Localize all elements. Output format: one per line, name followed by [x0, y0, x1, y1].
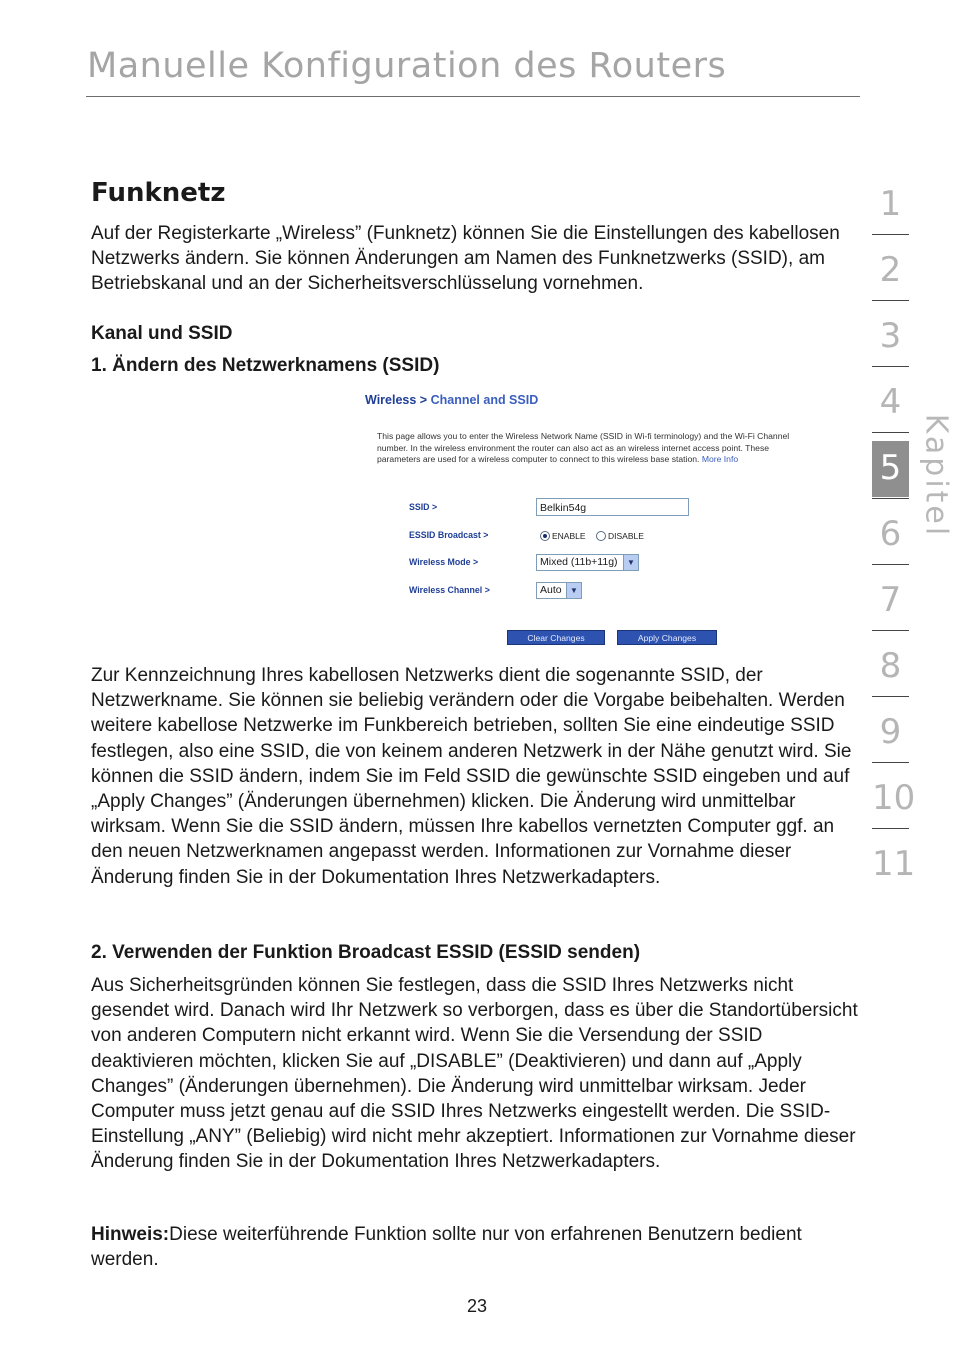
step2-title: 2. Verwenden der Funktion Broadcast ESSID (ESSID senden) — [91, 942, 641, 963]
wireless-mode-value: Mixed (11b+11g) — [540, 556, 618, 568]
breadcrumb-parent: Wireless > — [365, 393, 428, 407]
wireless-channel-label: Wireless Channel > — [409, 585, 490, 595]
chapter-divider — [872, 366, 909, 367]
screenshot-breadcrumb — [365, 393, 538, 407]
screenshot-description-text: This page allows you to enter the Wireless Network Name (SSID in Wi-fi terminology) and the Wi-Fi Channel number. In the wireless environment the router can also act as an wireless internet access point. These parameters are used for a wireless computer to connect to this wireless base station. — [377, 431, 790, 465]
essid-broadcast-label: ESSID Broadcast > — [409, 530, 489, 540]
chapter-number: 9 — [879, 712, 902, 752]
chapter-number: 10 — [872, 778, 916, 818]
chapter-number: 8 — [879, 646, 902, 686]
step1-paragraph: Zur Kennzeichnung Ihres kabellosen Netzwerks dient die sogenannte SSID, der Netzwerkname. Sie können sie beliebig verändern oder die Vorgabe beibehalten. Werden weitere kabellose Netzwerke im Funkbereich betrieben, sollten Sie eine eindeutige SSID festlegen, also eine SSID, die von keinem anderen Netzwerk in der Nähe genutzt wird. Sie können die SSID ändern, indem Sie im Feld SSID die gewünschte SSID eingeben und auf „Apply Changes” (Änderungen übernehmen) klicken. Die Änderung wird unmittelbar wirksam. Wenn Sie die SSID ändern, müssen Ihre kabellos vernetzten Computer ggf. an den neuen Netzwerknamen angepasst werden. Informationen zur Vornahme dieser Änderung finden Sie in der Dokumentation Ihres Netzwerkadapters. — [91, 665, 852, 888]
clear-changes-button[interactable]: Clear Changes — [507, 630, 605, 645]
chapter-divider — [872, 300, 909, 301]
note-label: Hinweis: — [91, 1224, 170, 1245]
chapter-label: Kapitel — [918, 413, 954, 539]
chapter-divider — [872, 564, 909, 565]
note-text: Diese weiterführende Funktion sollte nur von erfahrenen Benutzern bedient werden. — [91, 1224, 802, 1271]
chapter-number: 1 — [879, 184, 902, 224]
chapter-number: 11 — [872, 844, 916, 884]
page-header-title: Manuelle Konfiguration des Routers — [87, 46, 727, 86]
apply-changes-button[interactable]: Apply Changes — [617, 630, 717, 645]
note-paragraph — [91, 1222, 866, 1272]
screenshot-description — [377, 431, 807, 466]
chevron-down-icon: ▼ — [566, 583, 581, 598]
subsection-title: Kanal und SSID — [91, 323, 233, 344]
wireless-channel-value: Auto — [540, 584, 562, 596]
enable-option[interactable] — [540, 531, 586, 541]
section-title: Funknetz — [91, 178, 226, 208]
disable-radio-label: DISABLE — [608, 531, 644, 541]
header-divider — [86, 96, 860, 97]
ssid-label: SSID > — [409, 502, 438, 512]
step2-paragraph: Aus Sicherheitsgründen können Sie festlegen, dass die SSID Ihres Netzwerks nicht gesendet wird. Danach wird Ihr Netzwerk so verborgen, dass es über die Standortübersicht von anderen Computern nicht erkannt wird. Wenn Sie die Versendung der SSID deaktivieren möchten, klicken Sie auf „DISABLE” (Deaktivieren) und dann auf „Apply Changes” (Änderungen übernehmen). Die Änderung wird unmittelbar wirksam. Jeder Computer muss jetzt genau auf die SSID Ihres Netzwerks eingestellt werden. Die SSID-Einstellung „ANY” (Beliebig) wird nicht mehr akzeptiert. Informationen zur Vornahme dieser Änderung finden Sie in der Dokumentation Ihres Netzwerkadapters. — [91, 975, 858, 1173]
chapter-divider — [872, 762, 909, 763]
wireless-mode-select[interactable] — [536, 554, 639, 571]
chapter-number: 4 — [879, 382, 902, 422]
chapter-number: 7 — [879, 580, 902, 620]
chapter-divider — [872, 498, 909, 499]
chapter-divider — [872, 432, 909, 433]
enable-radio-label: ENABLE — [552, 531, 586, 541]
disable-radio[interactable] — [596, 531, 606, 541]
wireless-channel-select[interactable] — [536, 582, 582, 599]
chapter-divider — [872, 828, 909, 829]
chapter-divider — [872, 696, 909, 697]
breadcrumb-current: Channel and SSID — [430, 393, 539, 407]
chapter-number: 6 — [879, 514, 902, 554]
more-info-link[interactable]: More Info — [701, 454, 739, 465]
ssid-input[interactable]: Belkin54g — [536, 498, 689, 516]
chevron-down-icon: ▼ — [623, 555, 638, 570]
wireless-mode-label: Wireless Mode > — [409, 557, 479, 567]
chapter-divider — [872, 234, 909, 235]
disable-option[interactable] — [596, 531, 644, 541]
chapter-number: 2 — [879, 250, 902, 290]
enable-radio[interactable] — [540, 531, 550, 541]
intro-paragraph: Auf der Registerkarte „Wireless” (Funknetz) können Sie die Einstellungen des kabellosen Netzwerks ändern. Sie können Änderungen am Namen des Funknetzwerks (SSID), am Betriebskanal und an der Sicherheitsverschlüsselung vornehmen. — [91, 223, 840, 295]
chapter-divider — [872, 630, 909, 631]
chapter-number-active: 5 — [879, 448, 902, 488]
page-number: 23 — [466, 1296, 488, 1316]
step1-title: 1. Ändern des Netzwerknamens (SSID) — [91, 355, 440, 376]
chapter-number: 3 — [879, 316, 902, 356]
